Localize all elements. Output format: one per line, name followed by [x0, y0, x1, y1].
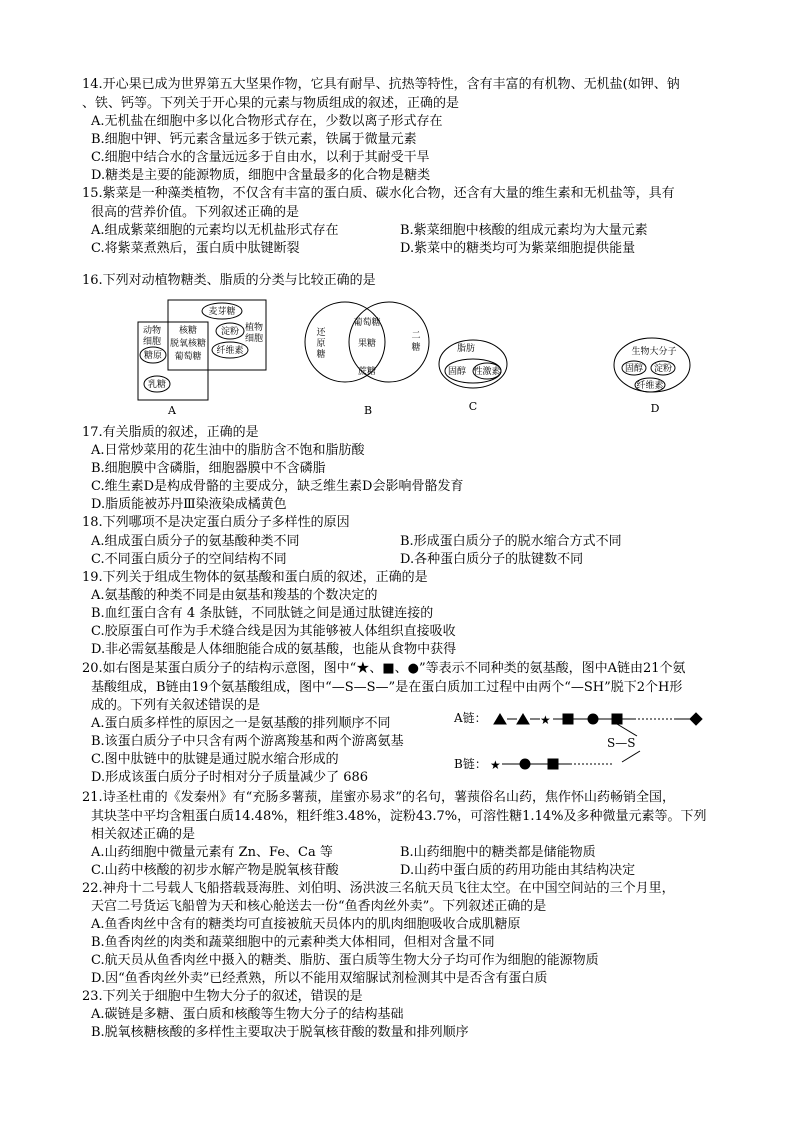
q18-option-b: B.形成蛋白质分子的脱水缩合方式不同 — [400, 534, 622, 549]
q17-stem: 17.有关脂质的叙述，正确的是 — [82, 425, 259, 440]
q17-option-d: D.脂质能被苏丹Ⅲ染液染成橘黄色 — [91, 497, 287, 512]
q20-stem-line2: 基酸组成，B链由19个氨基酸组成，图中“—S—S—”是在蛋白质加工过程中由两个“—SH”脱下2个H形 — [91, 680, 683, 695]
q22-option-b: B.鱼香肉丝的肉类和蔬菜细胞中的元素种类大体相同，但相对含量不同 — [91, 935, 495, 950]
q16-figures — [0, 290, 794, 420]
q23-option-b: B.脱氧核糖核酸的多样性主要取决于脱氧核苷酸的数量和排列顺序 — [91, 1025, 469, 1040]
q15-option-b: B.紫菜细胞中核酸的组成元素均为大量元素 — [400, 223, 648, 238]
q18-option-c: C.不同蛋白质分子的空间结构不同 — [91, 552, 287, 567]
q14-stem-line1: 14.开心果已成为世界第五大坚果作物，它具有耐旱、抗热等特性，含有丰富的有机物、无机盐(如钾、钠 — [82, 77, 680, 92]
q20-chain-b — [490, 751, 640, 772]
q15-stem-line2: 很高的营养价值。下列叙述正确的是 — [91, 205, 300, 220]
q16a-shared-2: 脱氧核糖 — [169, 339, 207, 349]
q22-stem-line1: 22.神舟十二号载人飞船搭载聂海胜、刘伯明、汤洪波三名航天员飞往太空。在中国空间站的三个月里， — [82, 881, 675, 896]
q16d-label: D — [650, 402, 660, 415]
q16a-label: A — [168, 404, 176, 417]
q21-stem-line2: 其块茎中平均含粗蛋白质14.48%，粗纤维3.48%，淀粉43.7%，可溶性糖1.14%及多种微量元素等。下列 — [91, 809, 707, 824]
q16b-glucose: 葡萄糖 — [353, 318, 381, 328]
q16c-outer-label: 脂肪 — [456, 344, 476, 354]
q21-option-b: B.山药细胞中的糖类都是储能物质 — [400, 845, 596, 860]
q22-option-d: D.因“鱼香肉丝外卖”已经煮熟，所以不能用双缩脲试剂检测其中是否含有蛋白质 — [91, 971, 548, 986]
q14-option-b: B.细胞中钾、钙元素含量远多于铁元素，铁属于微量元素 — [91, 132, 417, 147]
q16-stem: 16.下列对动植物糖类、脂质的分类与比较正确的是 — [82, 273, 376, 288]
q20-b-circle — [520, 759, 530, 769]
q20-a-circle-1 — [588, 714, 598, 724]
q16c-sterol: 固醇 — [447, 367, 467, 377]
q16a-animal-label-2: 细胞 — [142, 337, 162, 347]
q19-option-c: C.胶原蛋白可作为手术缝合线是因为其能够被人体组织直接吸收 — [91, 624, 456, 639]
q15-option-d: D.紫菜中的糖类均可为紫菜细胞提供能量 — [400, 241, 636, 256]
q14-option-d: D.糖类是主要的能源物质，细胞中含量最多的化合物是糖类 — [91, 168, 431, 183]
q16b-right-1: 二 — [411, 331, 421, 341]
q14-option-a: A.无机盐在细胞中多以化合物形式存在，少数以离子形式存在 — [91, 114, 443, 129]
q16d-outer-label: 生物大分子 — [631, 347, 677, 357]
q19-option-b: B.血红蛋白含有 4 条肽链，不同肽链之间是通过肽键连接的 — [91, 606, 434, 621]
q18-option-d: D.各种蛋白质分子的肽键数不同 — [400, 552, 584, 567]
q19-stem: 19.下列关于组成生物体的氨基酸和蛋白质的叙述，正确的是 — [82, 570, 428, 585]
q16b-left-2: 原 — [316, 339, 326, 349]
q20-a-star: ★ — [540, 713, 551, 727]
q16a-starch: 淀粉 — [220, 327, 240, 337]
q20-disulfide: S—S — [607, 736, 636, 750]
q16a-shared-3: 葡萄糖 — [174, 352, 202, 362]
q20-a-diamond — [690, 713, 702, 725]
q17-option-b: B.细胞膜中含磷脂，细胞器膜中不含磷脂 — [91, 461, 326, 476]
q20-b-link — [622, 751, 640, 762]
q20-option-d: D.形成该蛋白质分子时相对分子质量减少了 686 — [91, 770, 369, 785]
q18-stem: 18.下列哪项不是决定蛋白质分子多样性的原因 — [82, 515, 350, 530]
q20-option-b: B.该蛋白质分子中只含有两个游离羧基和两个游离氨基 — [91, 734, 404, 749]
q16b-left-1: 还 — [316, 328, 326, 338]
q17-option-c: C.维生素D是构成骨骼的主要成分，缺乏维生素D会影响骨骼发育 — [91, 479, 464, 494]
q21-stem-line1: 21.诗圣杜甫的《发秦州》有“充肠多薯蓣，崖蜜亦易求”的名句，薯蓣俗名山药，焦作怀山药畅销全国， — [82, 790, 675, 805]
q18-option-a: A.组成蛋白质分子的氨基酸种类不同 — [91, 534, 300, 549]
q20-protein-diagram — [452, 706, 722, 774]
q20-stem-line1: 20.如右图是某蛋白质分子的结构示意图，图中“★、■、●”等表示不同种类的氨基酸，图中A链由21个氨 — [82, 661, 686, 676]
q16a-glycogen: 糖原 — [143, 351, 163, 361]
q21-option-a: A.山药细胞中微量元素有 Zn、Fe、Ca 等 — [91, 845, 333, 860]
q16b-left-3: 糖 — [316, 350, 326, 360]
q19-option-a: A.氨基酸的种类不同是由氨基和羧基的个数决定的 — [91, 588, 378, 603]
q16d-sterol: 固醇 — [624, 364, 644, 374]
q16c-label: C — [468, 400, 478, 413]
q23-option-a: A.碳链是多糖、蛋白质和核酸等生物大分子的结构基础 — [91, 1007, 404, 1022]
q16a-plant-label-2: 细胞 — [244, 334, 264, 344]
q14-option-c: C.细胞中结合水的含量远远多于自由水，以利于其耐受干旱 — [91, 150, 430, 165]
q16b-right-2: 糖 — [411, 343, 421, 353]
q16b-label: B — [363, 404, 373, 417]
q20-a-triangle-1 — [494, 714, 506, 724]
q16a-animal-label-1: 动物 — [142, 326, 162, 336]
q22-option-a: A.鱼香肉丝中含有的糖类均可直接被航天员体内的肌肉细胞吸收合成肌糖原 — [91, 917, 521, 932]
q16d-starch: 淀粉 — [653, 364, 673, 374]
q20-a-square-1 — [563, 714, 573, 724]
q20-a-square-2 — [612, 714, 622, 724]
q17-option-a: A.日常炒菜用的花生油中的脂肪含不饱和脂肪酸 — [91, 443, 365, 458]
q14-stem-line2: 、铁、钙等。下列关于开心果的元素与物质组成的叙述，正确的是 — [82, 96, 460, 111]
q22-stem-line2: 天宫二号货运飞船曾为天和核心舱送去一份“鱼香肉丝外卖”。下列叙述正确的是 — [91, 899, 547, 914]
q16a-plant-label-1: 植物 — [244, 323, 264, 333]
q23-stem: 23.下列关于细胞中生物大分子的叙述，错误的是 — [82, 989, 363, 1004]
q20-stem-line3: 成的。下列有关叙述错误的是 — [91, 698, 261, 713]
q20-chain-a — [494, 713, 702, 736]
q16a-maltose: 麦芽糖 — [208, 307, 236, 317]
q20-chain-a-label: A链： — [454, 711, 487, 725]
q15-option-c: C.将紫菜煮熟后，蛋白质中肽键断裂 — [91, 241, 300, 256]
q16d-cellulose: 纤维素 — [636, 381, 664, 391]
q21-option-c: C.山药中核酸的初步水解产物是脱氧核苷酸 — [91, 863, 339, 878]
q16a-lactose: 乳糖 — [147, 380, 167, 390]
q22-option-c: C.航天员从鱼香肉丝中摄入的糖类、脂肪、蛋白质等生物大分子均可作为细胞的能源物质 — [91, 953, 599, 968]
q20-option-a: A.蛋白质多样性的原因之一是氨基酸的排列顺序不同 — [91, 716, 391, 731]
q16b-sucrose: 蔗糖 — [357, 367, 377, 377]
q16c-hormone: 性激素 — [473, 367, 501, 377]
q20-a-link — [617, 724, 637, 736]
q21-stem-line3: 相关叙述正确的是 — [91, 827, 196, 842]
q20-b-star: ★ — [490, 758, 501, 772]
q20-a-triangle-2 — [517, 714, 529, 724]
q20-chain-b-label: B链： — [454, 757, 487, 771]
q20-option-c: C.图中肽链中的肽键是通过脱水缩合形成的 — [91, 752, 339, 767]
q21-option-d: D.山药中蛋白质的药用功能由其结构决定 — [400, 863, 636, 878]
q16a-cellulose: 纤维素 — [216, 346, 244, 356]
q20-b-square — [548, 759, 558, 769]
q15-stem-line1: 15.紫菜是一种藻类植物，不仅含有丰富的蛋白质、碳水化合物，还含有大量的维生素和无机盐等，具有 — [82, 186, 675, 201]
q16a-shared-1: 核糖 — [178, 326, 198, 336]
q15-option-a: A.组成紫菜细胞的元素均以无机盐形式存在 — [91, 223, 339, 238]
q16b-fructose: 果糖 — [357, 339, 377, 349]
q19-option-d: D.非必需氨基酸是人体细胞能合成的氨基酸，也能从食物中获得 — [91, 642, 457, 657]
